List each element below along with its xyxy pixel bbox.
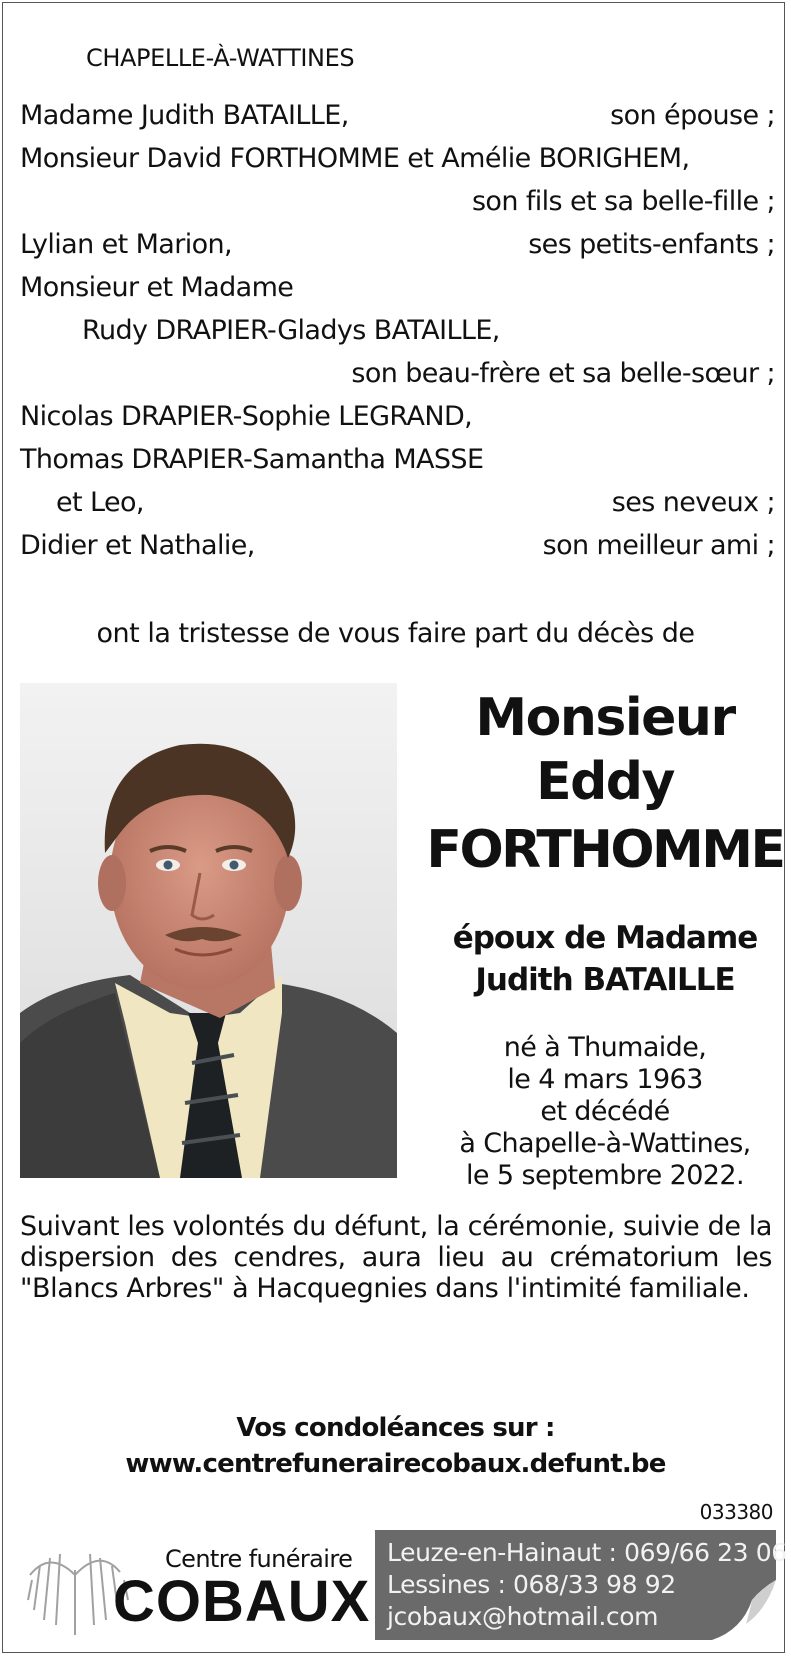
family-line [20, 100, 775, 132]
contact-email[interactable]: jcobaux@hotmail.com [387, 1602, 659, 1631]
deceased-title: Monsieur [475, 688, 735, 748]
announcement-intro: ont la tristesse de vous faire part du décès de [96, 618, 695, 649]
bio-line: le 5 septembre 2022. [466, 1160, 744, 1191]
reference-number: 033380 [699, 1500, 773, 1524]
contact-box [375, 1530, 787, 1640]
bio-line: né à Thumaide, [503, 1032, 707, 1063]
portrait-photo [20, 683, 397, 1178]
contact-phone-lessines: Lessines : 068/33 98 92 [387, 1570, 676, 1599]
family-name: Nicolas DRAPIER-Sophie LEGRAND, [20, 401, 473, 432]
condolences-link[interactable]: www.centrefunerairecobaux.defunt.be [125, 1449, 666, 1479]
family-name: Didier et Nathalie, [20, 530, 255, 561]
family-line [20, 530, 775, 562]
town-heading: CHAPELLE-À-WATTINES [86, 44, 355, 72]
bio-line: et décédé [540, 1096, 670, 1127]
family-line [56, 487, 775, 519]
family-relation: son fils et sa belle-fille ; [471, 186, 775, 217]
spouse-line: époux de Madame [452, 920, 758, 956]
contact-phone-leuze: Leuze-en-Hainaut : 069/66 23 06 [387, 1538, 787, 1567]
deceased-last-name: FORTHOMME [426, 820, 784, 880]
condolences-label: Vos condoléances sur : [236, 1413, 555, 1443]
family-line [20, 444, 775, 476]
deceased-first-name: Eddy [536, 752, 674, 812]
funeral-home-name: COBAUX [113, 1569, 371, 1634]
family-line [20, 143, 775, 175]
family-line [20, 272, 775, 304]
family-relation: son beau-frère et sa belle-sœur ; [351, 358, 775, 389]
family-name: Monsieur et Madame [20, 272, 294, 303]
family-name: Madame Judith BATAILLE, [20, 100, 349, 131]
family-name: et Leo, [56, 487, 144, 518]
bio-line: à Chapelle-à-Wattines, [459, 1128, 751, 1159]
family-name: Rudy DRAPIER-Gladys BATAILLE, [82, 315, 500, 346]
family-relation: son épouse ; [610, 100, 775, 131]
family-line [20, 229, 775, 261]
funeral-home-subtitle: Centre funéraire [165, 1545, 353, 1573]
ceremony-paragraph: Suivant les volontés du défunt, la cérémonie, suivie de la dispersion des cendres, aura lieu au crématorium les "Blancs Arbres" à Hacquegnies dans l'intimité familiale. [20, 1211, 772, 1304]
family-relation: ses neveux ; [611, 487, 775, 518]
family-name: Thomas DRAPIER-Samantha MASSE [20, 444, 484, 475]
family-relation: son meilleur ami ; [542, 530, 775, 561]
spouse-name: Judith BATAILLE [475, 962, 735, 998]
family-relation: ses petits-enfants ; [528, 229, 775, 260]
family-line [82, 315, 775, 347]
family-line [20, 401, 775, 433]
family-name: Lylian et Marion, [20, 229, 233, 260]
page-curl-icon [712, 1580, 776, 1640]
bio-line: le 4 mars 1963 [507, 1064, 703, 1095]
family-name: Monsieur David FORTHOMME et Amélie BORIGHEM, [20, 143, 690, 174]
